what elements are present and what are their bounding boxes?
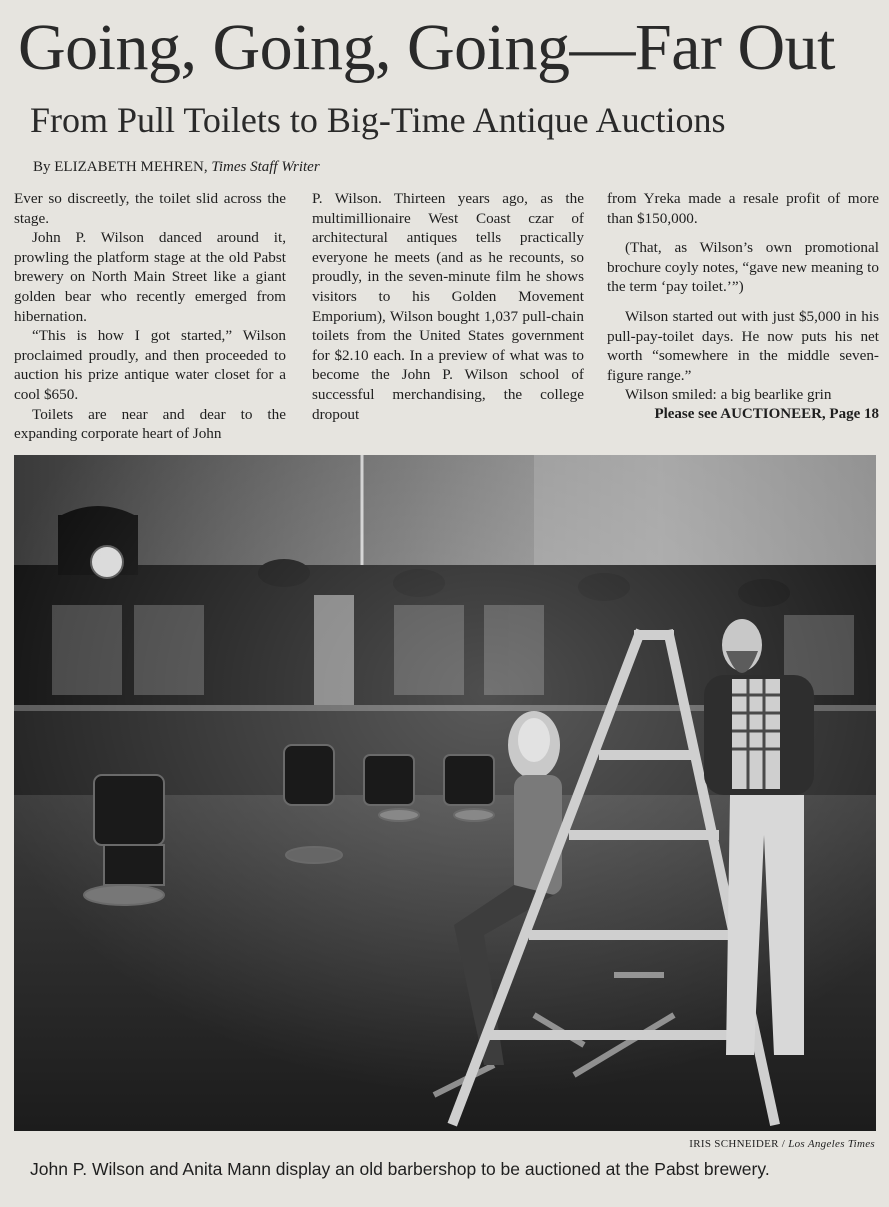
news-photo bbox=[14, 455, 876, 1131]
photo-credit-name: IRIS SCHNEIDER / bbox=[689, 1138, 786, 1150]
subheadline: From Pull Toilets to Big-Time Antique Auctions bbox=[30, 100, 726, 140]
paragraph: Toilets are near and dear to the expanding corporate heart of John bbox=[14, 405, 286, 443]
paragraph: Wilson started out with just $5,000 in his pull-pay-toilet days. He now puts his net worth “somewhere in the middle seven-figure range.” bbox=[607, 307, 879, 384]
barbershop-photo-illustration bbox=[14, 455, 876, 1131]
headline: Going, Going, Going—Far Out bbox=[18, 11, 835, 84]
paragraph: Wilson smiled: a big bearlike grin bbox=[625, 386, 832, 404]
byline-name: By ELIZABETH MEHREN, bbox=[33, 159, 208, 175]
article-column-1 bbox=[14, 189, 286, 444]
article-column-3 bbox=[607, 189, 879, 425]
photo-credit-org: Los Angeles Times bbox=[788, 1138, 875, 1150]
paragraph: “This is how I got started,” Wilson proclaimed proudly, and then proceeded to auction his prize antique water closet for a cool $650. bbox=[14, 327, 286, 403]
paragraph: (That, as Wilson’s own promotional brochure coyly notes, “gave new meaning to the term ‘pay toilet.’”) bbox=[607, 239, 879, 296]
photo-credit bbox=[689, 1138, 875, 1150]
paragraph: Ever so discreetly, the toilet slid across the stage. bbox=[14, 190, 286, 227]
paragraph: John P. Wilson danced around it, prowling the platform stage at the old Pabst brewery on North Main Street like a giant golden bear who recently emerged from hibernation. bbox=[14, 229, 286, 325]
jump-line: Please see AUCTIONEER, Page 18 bbox=[654, 405, 879, 422]
byline bbox=[33, 157, 320, 177]
article-column-2 bbox=[312, 189, 584, 424]
paragraph: from Yreka made a resale profit of more than $150,000. bbox=[607, 190, 879, 227]
byline-role: Times Staff Writer bbox=[211, 159, 320, 175]
photo-caption: John P. Wilson and Anita Mann display an old barbershop to be auctioned at the Pabst brewery. bbox=[30, 1159, 770, 1179]
paragraph: P. Wilson. Thirteen years ago, as the multimillionaire West Coast czar of architectural antiques tells practically everyone he meets (and as he recounts, so proudly, in the seven-minute film he shows visitors to his Golden Movement Emporium), Wilson bought 1,037 pull-chain toilets from the United States government for $2.10 each. In a preview of what was to become the John P. Wilson school of successful merchandising, the college dropout bbox=[312, 190, 584, 423]
